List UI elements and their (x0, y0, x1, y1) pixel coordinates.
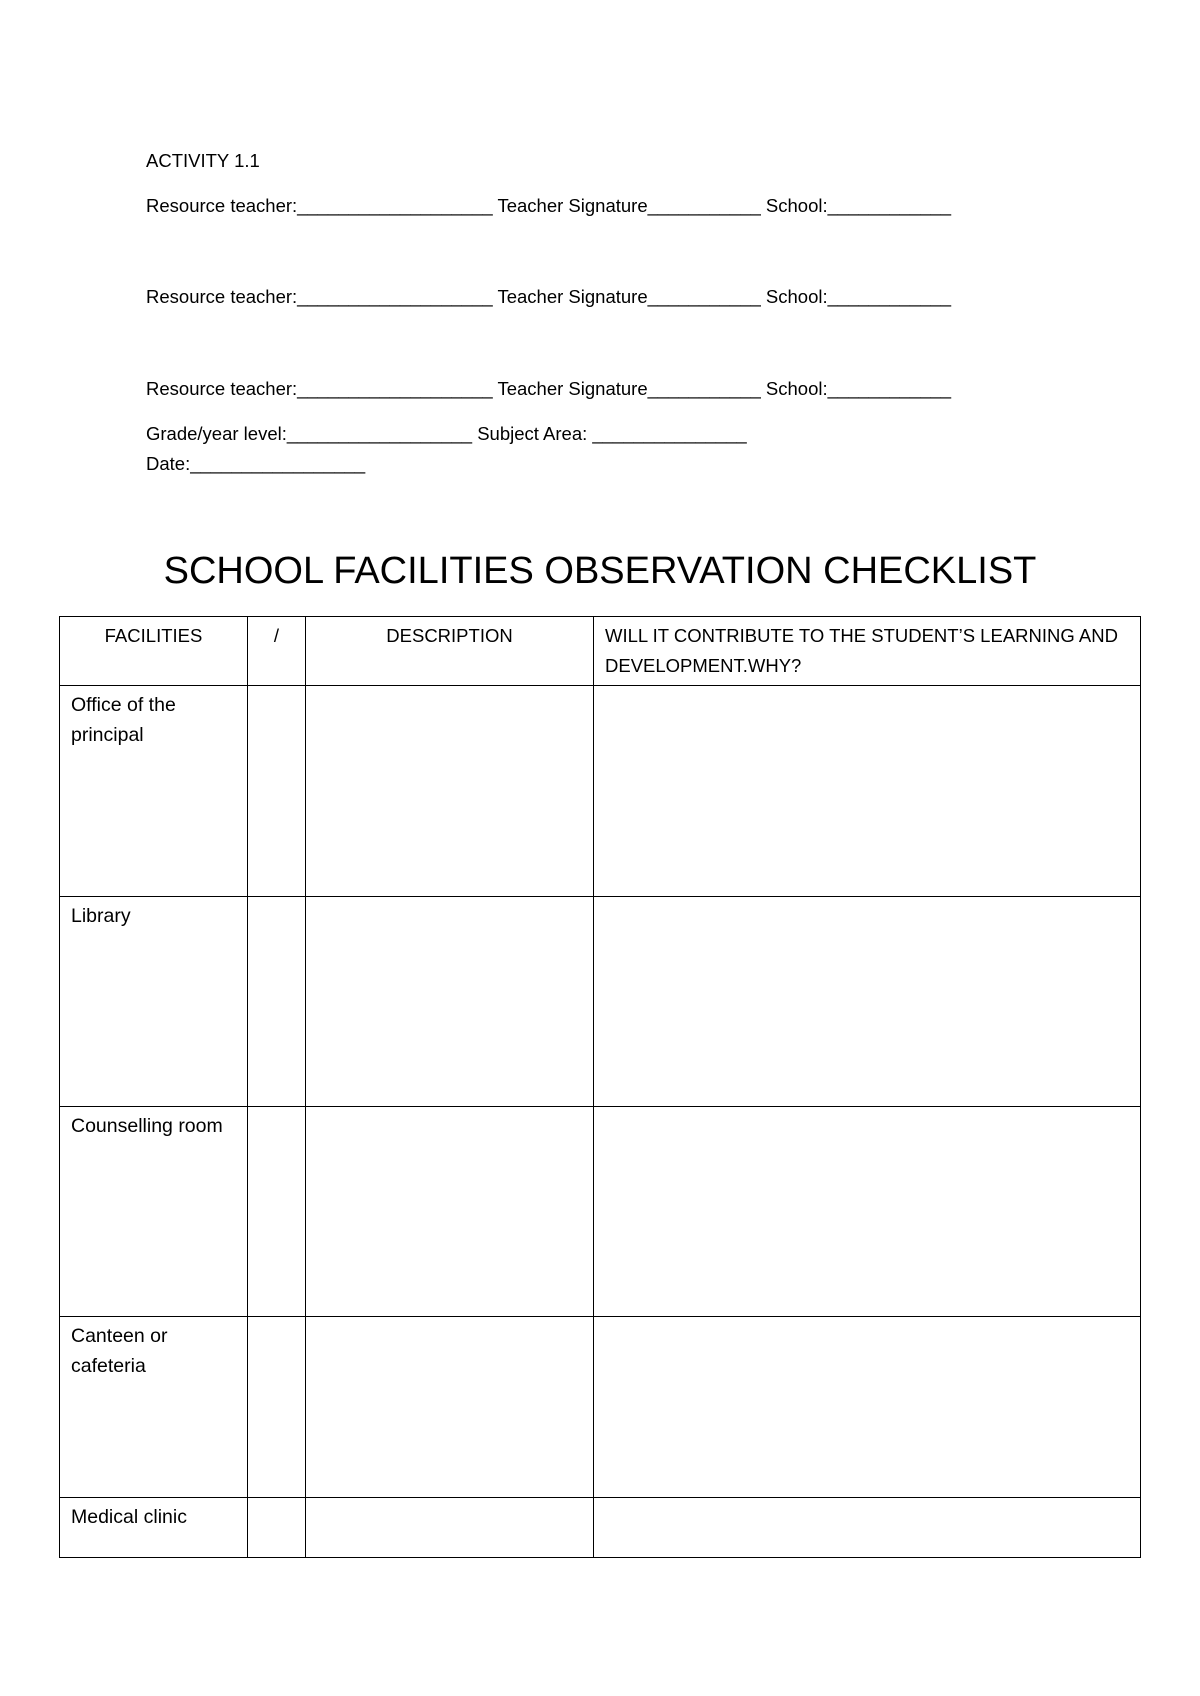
check-cell[interactable] (248, 1107, 306, 1317)
signature-row-2: Resource teacher:___________________ Teacher Signature___________ School:____________ (146, 286, 952, 307)
facility-cell: Office of the principal (60, 686, 248, 897)
contribution-cell[interactable] (594, 897, 1141, 1107)
facility-cell: Library (60, 897, 248, 1107)
contribution-cell[interactable] (594, 1498, 1141, 1558)
signature-row-1: Resource teacher:___________________ Teacher Signature___________ School:____________ (146, 195, 952, 216)
description-cell[interactable] (306, 1107, 594, 1317)
column-header-description: DESCRIPTION (306, 617, 594, 686)
check-cell[interactable] (248, 686, 306, 897)
description-cell[interactable] (306, 1498, 594, 1558)
check-cell[interactable] (248, 897, 306, 1107)
column-header-check: / (248, 617, 306, 686)
facilities-checklist-table (59, 616, 1141, 1558)
facility-cell: Medical clinic (60, 1498, 248, 1558)
contribution-cell[interactable] (594, 1317, 1141, 1498)
contribution-cell[interactable] (594, 686, 1141, 897)
column-header-facilities: FACILITIES (60, 617, 248, 686)
description-cell[interactable] (306, 1317, 594, 1498)
description-cell[interactable] (306, 686, 594, 897)
table-row (60, 1498, 1141, 1558)
column-header-contribution: WILL IT CONTRIBUTE TO THE STUDENT’S LEARNING AND DEVELOPMENT.WHY? (594, 617, 1141, 686)
table-row (60, 897, 1141, 1107)
grade-subject-line: Grade/year level:__________________ Subject Area: _______________ (146, 423, 747, 444)
date-line: Date:_________________ (146, 453, 366, 474)
table-header-row (60, 617, 1141, 686)
signature-row-3: Resource teacher:___________________ Teacher Signature___________ School:____________ (146, 378, 952, 399)
check-cell[interactable] (248, 1498, 306, 1558)
table-row (60, 1107, 1141, 1317)
activity-label: ACTIVITY 1.1 (146, 150, 260, 171)
facility-cell: Canteen or cafeteria (60, 1317, 248, 1498)
contribution-cell[interactable] (594, 1107, 1141, 1317)
page-title: SCHOOL FACILITIES OBSERVATION CHECKLIST (163, 550, 1037, 592)
check-cell[interactable] (248, 1317, 306, 1498)
table-row (60, 686, 1141, 897)
facility-cell: Counselling room (60, 1107, 248, 1317)
table-row (60, 1317, 1141, 1498)
description-cell[interactable] (306, 897, 594, 1107)
